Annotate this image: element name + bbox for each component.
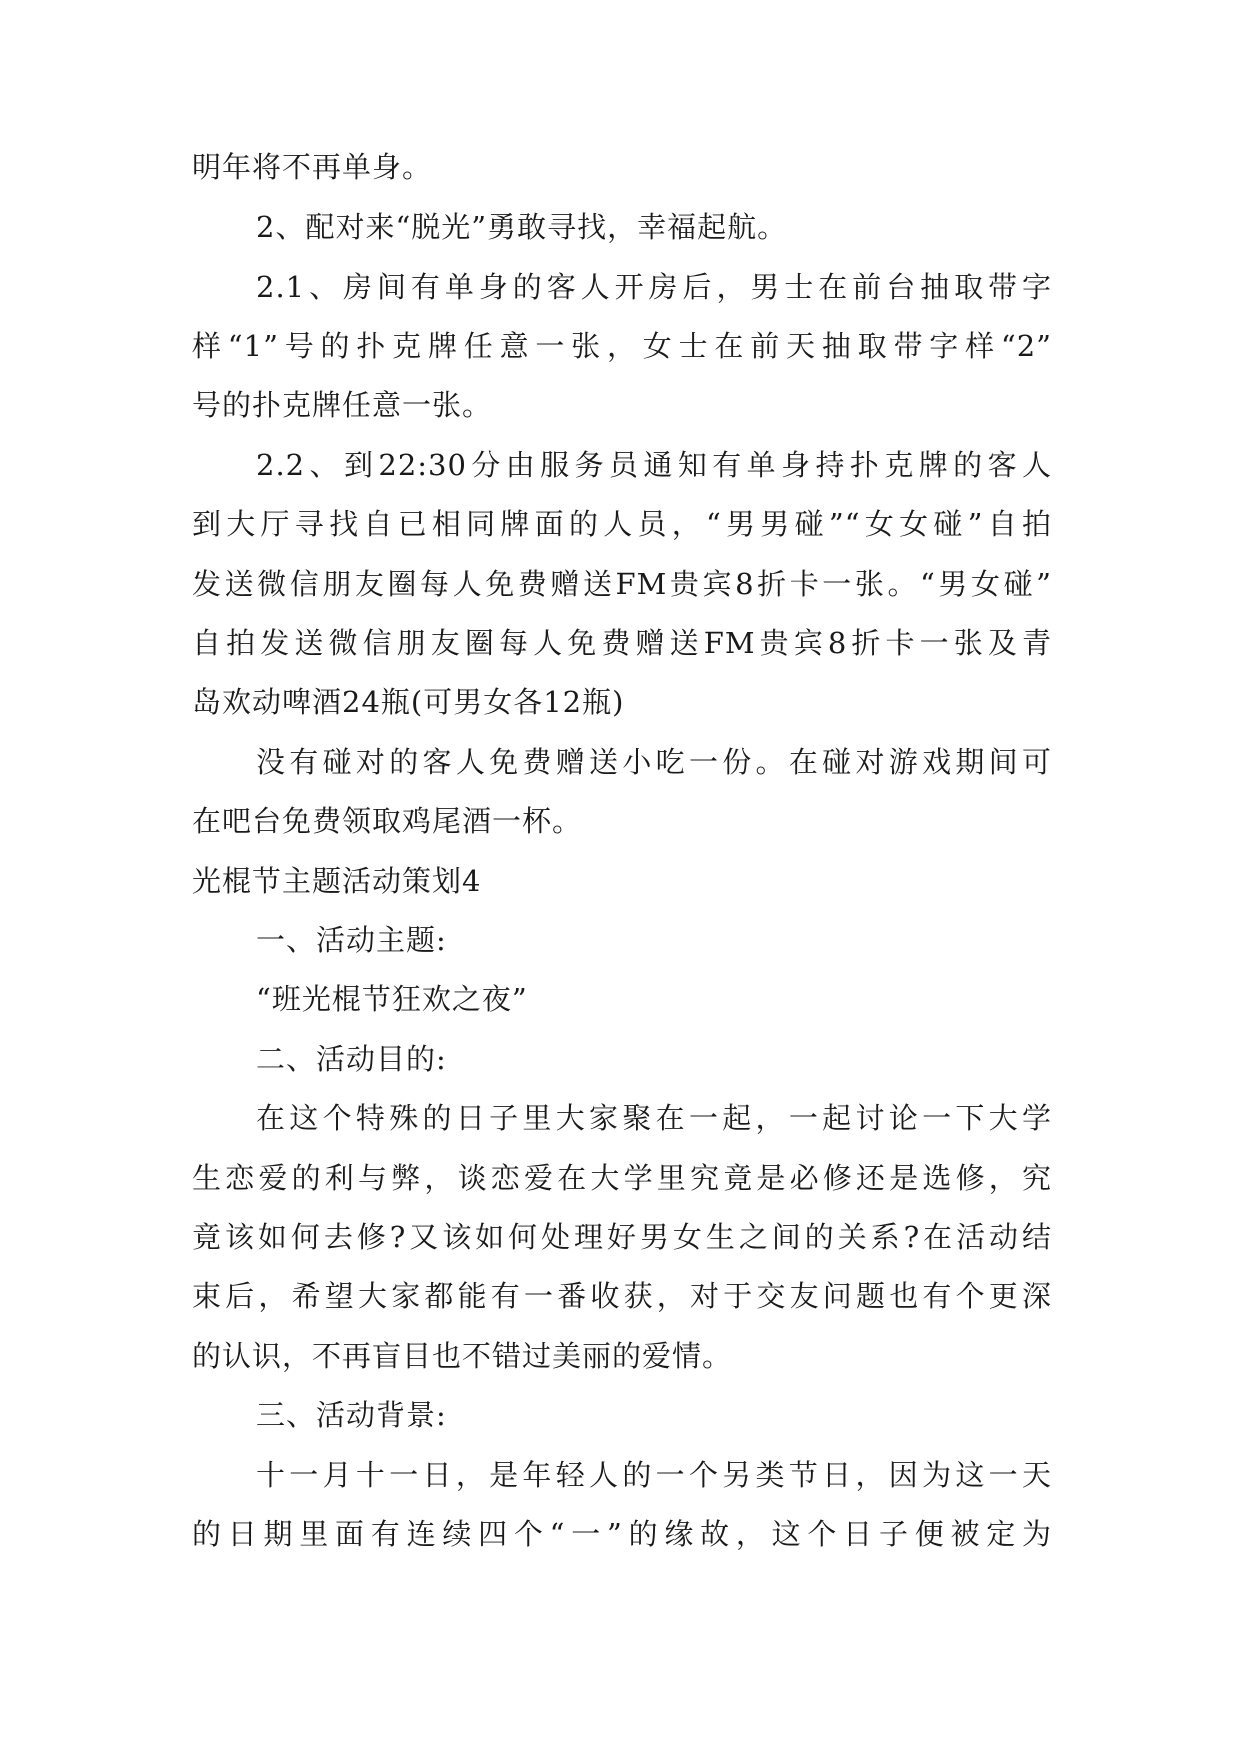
text-line: 竟该如何去修?又该如何处理好男女生之间的关系?在活动结 (192, 1220, 1052, 1254)
text-line: 2.1、房间有单身的客人开房后，男士在前台抽取带字 (256, 270, 1052, 304)
section-heading: 一、活动主题: (256, 923, 447, 957)
text-line: 到大厅寻找自已相同牌面的人员，“男男碰”“女女碰”自拍 (192, 507, 1052, 541)
text-line: 束后，希望大家都能有一番收获，对于交友问题也有个更深 (192, 1279, 1052, 1313)
document-title: 光棍节主题活动策划4 (192, 864, 482, 898)
text-line: 样“1”号的扑克牌任意一张，女士在前天抽取带字样“2” (192, 329, 1052, 363)
text-line: 在吧台免费领取鸡尾酒一杯。 (192, 804, 583, 838)
text-line: 没有碰对的客人免费赠送小吃一份。在碰对游戏期间可 (256, 745, 1052, 779)
text-line: “班光棍节狂欢之夜” (256, 982, 528, 1016)
section-heading: 二、活动目的: (256, 1042, 447, 1076)
text-line: 在这个特殊的日子里大家聚在一起，一起讨论一下大学 (256, 1101, 1052, 1135)
section-heading: 2、配对来“脱光”勇敢寻找，幸福起航。 (256, 210, 788, 244)
text-line: 自拍发送微信朋友圈每人免费赠送FM贵宾8折卡一张及青 (192, 626, 1052, 660)
text-line: 十一月十一日，是年轻人的一个另类节日，因为这一天 (256, 1458, 1052, 1492)
text-line: 明年将不再单身。 (192, 150, 433, 184)
text-line: 发送微信朋友圈每人免费赠送FM贵宾8折卡一张。“男女碰” (192, 567, 1052, 601)
text-line: 2.2、到22:30分由服务员通知有单身持扑克牌的客人 (256, 448, 1052, 482)
text-line: 号的扑克牌任意一张。 (192, 388, 493, 422)
section-heading: 三、活动背景: (256, 1398, 447, 1432)
text-line: 岛欢动啤酒24瓶(可男女各12瓶) (192, 685, 625, 719)
text-line: 的日期里面有连续四个“一”的缘故，这个日子便被定为 (192, 1517, 1052, 1551)
text-line: 的认识，不再盲目也不错过美丽的爱情。 (192, 1339, 733, 1373)
text-line: 生恋爱的利与弊，谈恋爱在大学里究竟是必修还是选修，究 (192, 1161, 1052, 1195)
